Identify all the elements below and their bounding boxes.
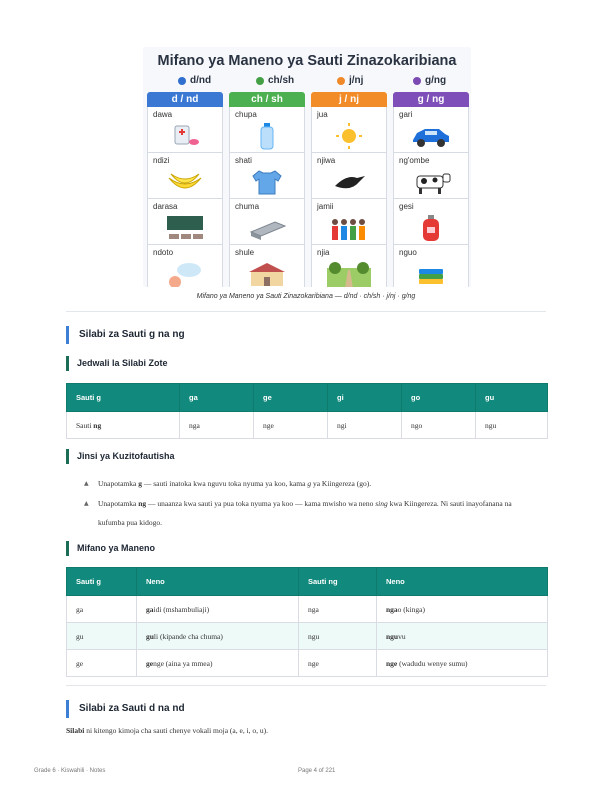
table-cell: ngi [328, 412, 402, 439]
word-cell: ng'ombe [393, 153, 469, 199]
legend-dot [337, 77, 345, 85]
figure-column-j-nj [311, 92, 387, 287]
section-heading-d-nd: Silabi za Sauti d na nd [66, 700, 185, 718]
table-cell: ge [67, 650, 137, 677]
column-header: d / nd [147, 92, 223, 107]
table-header-cell: gu [476, 384, 548, 412]
banana-icon [163, 168, 207, 196]
bird-icon [327, 168, 371, 196]
subheading-distinguish: Jinsi ya Kuzitofautisha [66, 449, 175, 464]
school-icon [245, 260, 289, 287]
legend-dot [178, 77, 186, 85]
bullet-marker-icon: ▲ [84, 480, 89, 487]
path-icon [327, 260, 371, 287]
table-cell: ngu [476, 412, 548, 439]
divider [66, 311, 546, 312]
figure-legend [143, 75, 471, 89]
legend-item: g/ng [413, 75, 446, 86]
figure-column-g-ng [393, 92, 469, 287]
bullet-marker-icon: ▲ [84, 499, 89, 507]
gas-cylinder-icon [409, 214, 453, 242]
table-cell: nge [299, 650, 377, 677]
page-number: Page 4 of 221 [298, 768, 336, 774]
word-cell: ndizi [147, 153, 223, 199]
table-cell: nga [299, 596, 377, 623]
table-cell: ngao (kinga) [377, 596, 548, 623]
figure-caption: Mifano ya Maneno ya Sauti Zinazokaribiana — d/nd · ch/sh · j/nj · g/ng [196, 293, 416, 300]
distinguish-list [84, 474, 514, 533]
list-item: ▲ Unapotamka g — sauti inatoka kwa nguvu toka nyuma ya koo, kama g ya Kiingereza (go). [84, 474, 514, 494]
table-cell: nga [180, 412, 254, 439]
column-header: g / ng [393, 92, 469, 107]
list-item: ▲ Unapotamka ng — unaanza kwa sauti ya pua toka nyuma ya koo — kama mwisho wa neno sing kwa Kiingereza. Ni sauti inayofanana na kufumba pua kidogo. [84, 494, 514, 533]
shirt-icon [245, 168, 289, 196]
classroom-icon [163, 214, 207, 242]
word-cell: shati [229, 153, 305, 199]
table-cell: nge [254, 412, 328, 439]
word-cell: dawa [147, 107, 223, 153]
sun-icon [327, 122, 371, 150]
legend-item: j/nj [337, 75, 363, 86]
column-header: j / nj [311, 92, 387, 107]
footer-left: Grade 6 · Kiswahili · Notes [34, 768, 106, 774]
table-cell: genge (aina ya mmea) [137, 650, 299, 677]
figure-column-d-nd [147, 92, 223, 287]
figure-title: Mifano ya Maneno ya Sauti Zinazokaribiana [157, 53, 457, 69]
family-icon [327, 214, 371, 242]
word-cell: njia [311, 245, 387, 287]
syllable-table [66, 383, 548, 439]
table-header-cell: Sauti ng [299, 568, 377, 596]
table-header-cell: gi [328, 384, 402, 412]
table-cell: guli (kipande cha chuma) [137, 623, 299, 650]
section-heading-g-ng: Silabi za Sauti g na ng [66, 326, 185, 344]
word-cell: jamii [311, 199, 387, 245]
clothes-icon [409, 260, 453, 287]
medicine-icon [163, 122, 207, 150]
car-icon [409, 122, 453, 150]
table-header-cell: Neno [137, 568, 299, 596]
figure-column-ch-sh [229, 92, 305, 287]
table-header-row [67, 384, 548, 412]
dream-icon [163, 260, 207, 287]
cow-icon [409, 168, 453, 196]
definition-paragraph: Silabi ni kitengo kimoja cha sauti chenye vokali moja (a, e, i, o, u). [66, 726, 269, 735]
table-cell: ngo [402, 412, 476, 439]
legend-item: d/nd [178, 75, 211, 86]
table-cell: nguvu [377, 623, 548, 650]
table-header-cell: Sauti g [67, 384, 180, 412]
syllable-figure [143, 47, 471, 287]
divider [66, 685, 546, 686]
word-cell: ndoto [147, 245, 223, 287]
subheading-examples: Mifano ya Maneno [66, 541, 155, 556]
legend-item: ch/sh [256, 75, 294, 86]
word-cell: jua [311, 107, 387, 153]
table-row [67, 623, 548, 650]
table-cell: gu [67, 623, 137, 650]
table-cell: ga [67, 596, 137, 623]
word-cell: chupa [229, 107, 305, 153]
table-header-cell: Sauti g [67, 568, 137, 596]
table-header-cell: ga [180, 384, 254, 412]
table-header-row [67, 568, 548, 596]
word-cell: shule [229, 245, 305, 287]
examples-table [66, 567, 548, 677]
legend-dot [413, 77, 421, 85]
table-cell: ngu [299, 623, 377, 650]
legend-dot [256, 77, 264, 85]
table-header-cell: ge [254, 384, 328, 412]
table-row [67, 412, 548, 439]
bottle-icon [245, 122, 289, 150]
table-header-cell: Neno [377, 568, 548, 596]
word-cell: chuma [229, 199, 305, 245]
table-row [67, 650, 548, 677]
table-cell: nge (wadudu wenye sumu) [377, 650, 548, 677]
table-cell: Sauti ng [67, 412, 180, 439]
table-cell: gaidi (mshambuliaji) [137, 596, 299, 623]
word-cell: gari [393, 107, 469, 153]
word-cell: gesi [393, 199, 469, 245]
word-cell: darasa [147, 199, 223, 245]
table-row [67, 596, 548, 623]
subheading-syllable-table: Jedwali la Silabi Zote [66, 356, 168, 371]
metal-bar-icon [245, 214, 289, 242]
table-header-cell: go [402, 384, 476, 412]
word-cell: nguo [393, 245, 469, 287]
word-cell: njiwa [311, 153, 387, 199]
column-header: ch / sh [229, 92, 305, 107]
